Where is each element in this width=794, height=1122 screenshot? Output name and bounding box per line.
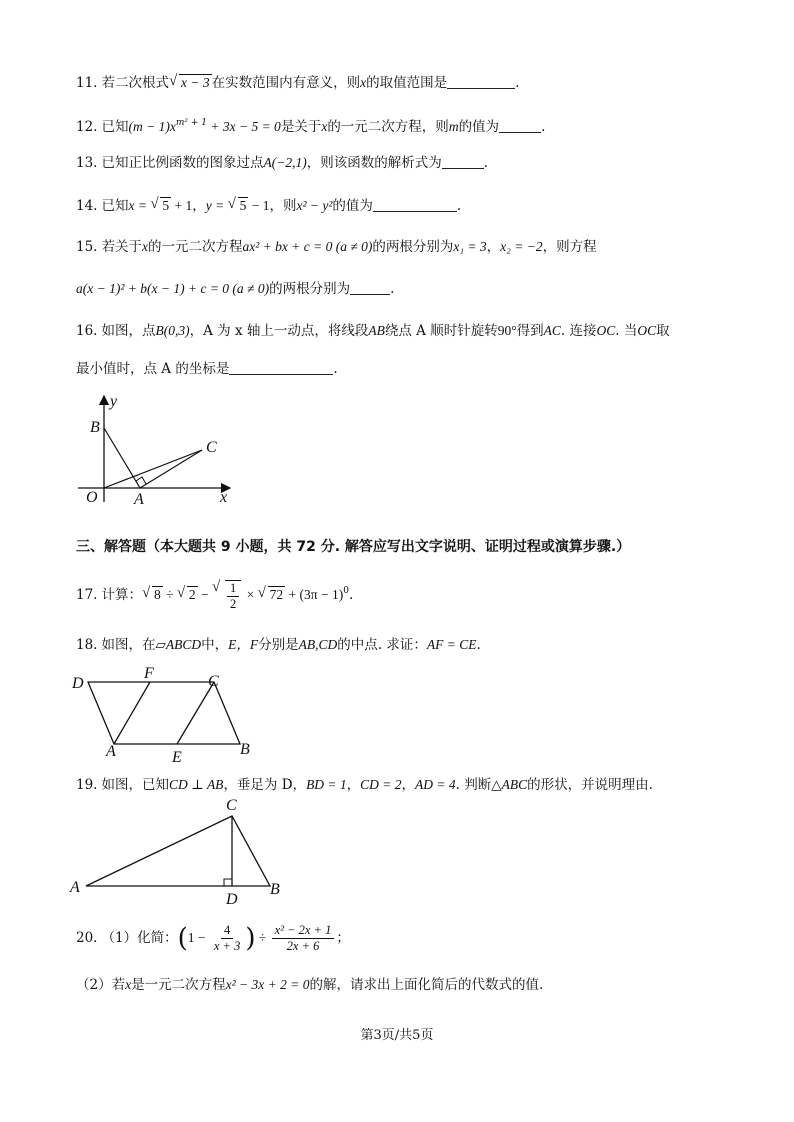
answer-blank[interactable] [350,280,390,295]
math-expr: a(x − 1)² + b(x − 1) + c = 0 (a ≠ 0) [76,281,270,296]
math-expr: OC [637,323,657,338]
fraction [272,923,335,954]
radicand: 8 [153,587,161,603]
segment-ce [177,682,214,744]
triangle-abc [86,816,270,886]
math-expr: x² − 3x + 2 = 0 [225,977,310,992]
question-15 [76,238,597,256]
label-a: A [70,879,80,896]
text: ，垂足为 D， [223,777,307,793]
math-expr: BD = 1 [306,777,347,792]
text: ， [401,777,416,793]
text: 若关于 [101,239,142,255]
answer-blank[interactable] [373,197,457,212]
denominator: x + 3 [213,939,241,953]
q16-figure [74,390,244,508]
math-expr: A(−2,1) [263,155,307,170]
math-expr: CD = 2 [360,777,402,792]
text: 如图，点 [101,323,156,339]
text: 取 [656,323,670,339]
text: 的值为 [332,198,373,214]
answer-blank[interactable] [229,360,333,375]
label-e: E [172,749,182,766]
question-20 [76,918,350,959]
label-b: B [90,419,100,436]
exponent: 0 [343,586,349,597]
question-number: 16. [76,323,98,339]
operator: ÷ [255,930,270,945]
question-number: 13. [76,155,98,171]
math-expr: OC [596,323,616,338]
math-expr: x [169,119,176,134]
text: 已知 [101,198,129,214]
text: 最小值时，点 A 的坐标是 [76,361,230,377]
math-expr: x₁ = 3 [453,239,487,254]
text: ，A 为 x 轴上一动点，将线段 [189,323,369,339]
math-expr: x₂ = −2 [500,239,543,254]
text: . [456,198,462,214]
text: ， [346,777,361,793]
text: 已知 [101,119,129,135]
math-expr: △ABC [491,777,528,792]
math-expr: AF = CE [426,637,477,652]
question-18 [76,636,481,654]
text: 绕点 A 顺时针旋转 [384,323,498,339]
radicand: 2 [188,587,196,603]
text: 如图，在 [101,637,156,653]
radical [169,74,212,92]
radical [212,580,243,612]
text: （1）化简： [101,930,178,946]
text: 是一元二次方程 [131,977,226,993]
question-16-line2 [76,360,338,378]
text: （2）若 [76,977,126,993]
question-14 [76,197,461,215]
math-expr: − 1 [248,198,270,213]
math-expr: ax² + bx + c = 0 (a ≠ 0) [242,239,373,254]
question-number: 11. [76,75,98,91]
label-x: x [220,489,228,506]
text: 若二次根式 [101,75,169,91]
text: . 判断 [455,777,492,793]
text: . [390,281,395,297]
radical [150,197,171,215]
label-b: B [270,881,280,898]
text: . [333,361,338,377]
question-15-line2 [76,280,394,298]
math-expr: AB,CD [298,637,338,652]
variable: m [448,119,459,134]
parallelogram-symbol: ▱ [155,637,166,653]
fraction [225,580,241,612]
text: 是关于 [280,119,322,135]
label-c: C [208,673,219,690]
question-number: 17. [76,587,98,604]
math-expr: CD ⊥ AB [168,777,224,792]
math-expr: (m − 1) [128,119,170,134]
parallelogram [88,682,240,744]
answer-blank[interactable] [499,118,541,133]
text: 的形状，并说明理由. [527,777,653,793]
math-expr: + 3x − 5 = 0 [206,119,281,134]
math-expr: AD = 4 [415,777,456,792]
label-f: F [144,665,154,682]
math-expr: x² − y² [296,198,333,213]
fraction [211,923,243,954]
operator: ÷ [162,587,177,603]
math-expr: + 1 [171,198,193,213]
text: . [476,637,481,653]
question-19 [76,776,653,794]
label-c: C [206,439,217,456]
math-expr: x = [128,198,151,213]
question-number: 12. [76,119,98,135]
label-c: C [226,797,237,814]
math-expr: 90° [497,323,517,338]
answer-blank[interactable] [442,154,484,169]
text: ， [486,239,501,255]
math-expr: E，F [228,637,259,652]
text: . 当 [615,323,638,339]
question-number: 19. [76,777,98,793]
question-number: 14. [76,198,98,214]
text: 计算： [101,587,142,604]
page-footer: 第3页/共5页 [360,1028,434,1043]
right-angle-mark [224,879,232,886]
radical [228,197,249,215]
numerator: √ 1 [227,581,239,597]
text: 如图，已知 [101,777,169,793]
label-a: A [106,743,116,760]
radical [177,586,198,604]
q18-figure [66,664,266,768]
label-b: B [240,741,250,758]
operator: × [243,587,258,603]
denominator: 2 [230,597,237,611]
text: 已知正比例函数的图象过点 [101,155,264,171]
radical [142,586,163,604]
question-11 [76,74,519,92]
variable: x [360,75,367,90]
question-number: 18. [76,637,98,653]
text: 的一元二次方程，则 [327,119,449,135]
question-17 [76,580,353,612]
question-20-part2 [76,976,543,994]
text: . [483,155,489,171]
math-expr: ABCD [165,637,202,652]
math-expr: AC [543,323,561,338]
denominator: 2x + 6 [286,939,320,953]
math-expr: AB [368,323,385,338]
text: 的中点. 求证： [337,637,427,653]
text: ，则方程 [542,239,597,255]
question-16 [76,322,670,340]
math-expr: 1 − [187,930,209,945]
operator: + [285,587,300,603]
radicand: x − 3 [180,75,210,90]
radicand: 5 [239,198,247,213]
radicand: 72 [269,587,284,603]
math-expr: B(0,3) [155,323,190,338]
text: . 连接 [560,323,597,339]
text: 的解，请求出上面化简后的代数式的值. [309,977,544,993]
q19-figure [66,796,296,908]
label-d: D [72,675,84,692]
paren-close: ) [245,923,256,954]
text: . [541,119,546,135]
paren-open: ( [177,923,188,954]
segment-af [114,682,150,744]
variable: x [125,977,132,992]
text: ，则该函数的解析式为 [306,155,442,171]
text: ，则 [269,198,297,214]
text: 分别是 [258,637,299,653]
radical [258,586,286,604]
segment-ab [104,428,140,488]
question-12 [76,114,545,136]
segment-oc [104,450,202,488]
variable: x [141,239,148,254]
section-heading: 三、解答题（本大题共 9 小题，共 72 分. 解答应写出文字说明、证明过程或演算步骤.） [76,539,631,555]
segment-ac [140,450,202,488]
question-number: 20. [76,930,98,946]
numerator: x² − 2x + 1 [272,923,335,939]
variable: x [321,119,328,134]
text: . [515,75,520,91]
math-expr: (3π − 1) [299,587,344,603]
label-d: D [226,891,238,908]
text: 的取值范围是 [366,75,448,91]
question-number: 15. [76,239,98,255]
text: ， [192,198,206,214]
text: 中， [201,637,229,653]
numerator: 4 [221,923,233,939]
label-o: O [86,489,98,506]
text: 在实数范围内有意义，则 [211,75,361,91]
label-a: A [134,491,144,508]
text: 的一元二次方程 [147,239,243,255]
text: 的两根分别为 [269,281,351,297]
text: . [348,587,354,604]
question-13 [76,154,488,172]
operator: − [197,587,213,603]
label-y: y [110,393,118,410]
text: 的两根分别为 [372,239,454,255]
text: 得到 [516,323,544,339]
exponent: m² + 1 [175,118,207,128]
text: ； [336,930,350,946]
answer-blank[interactable] [447,74,515,89]
radicand: 5 [162,198,170,213]
math-expr: y = [205,198,228,213]
text: 的值为 [458,119,500,135]
